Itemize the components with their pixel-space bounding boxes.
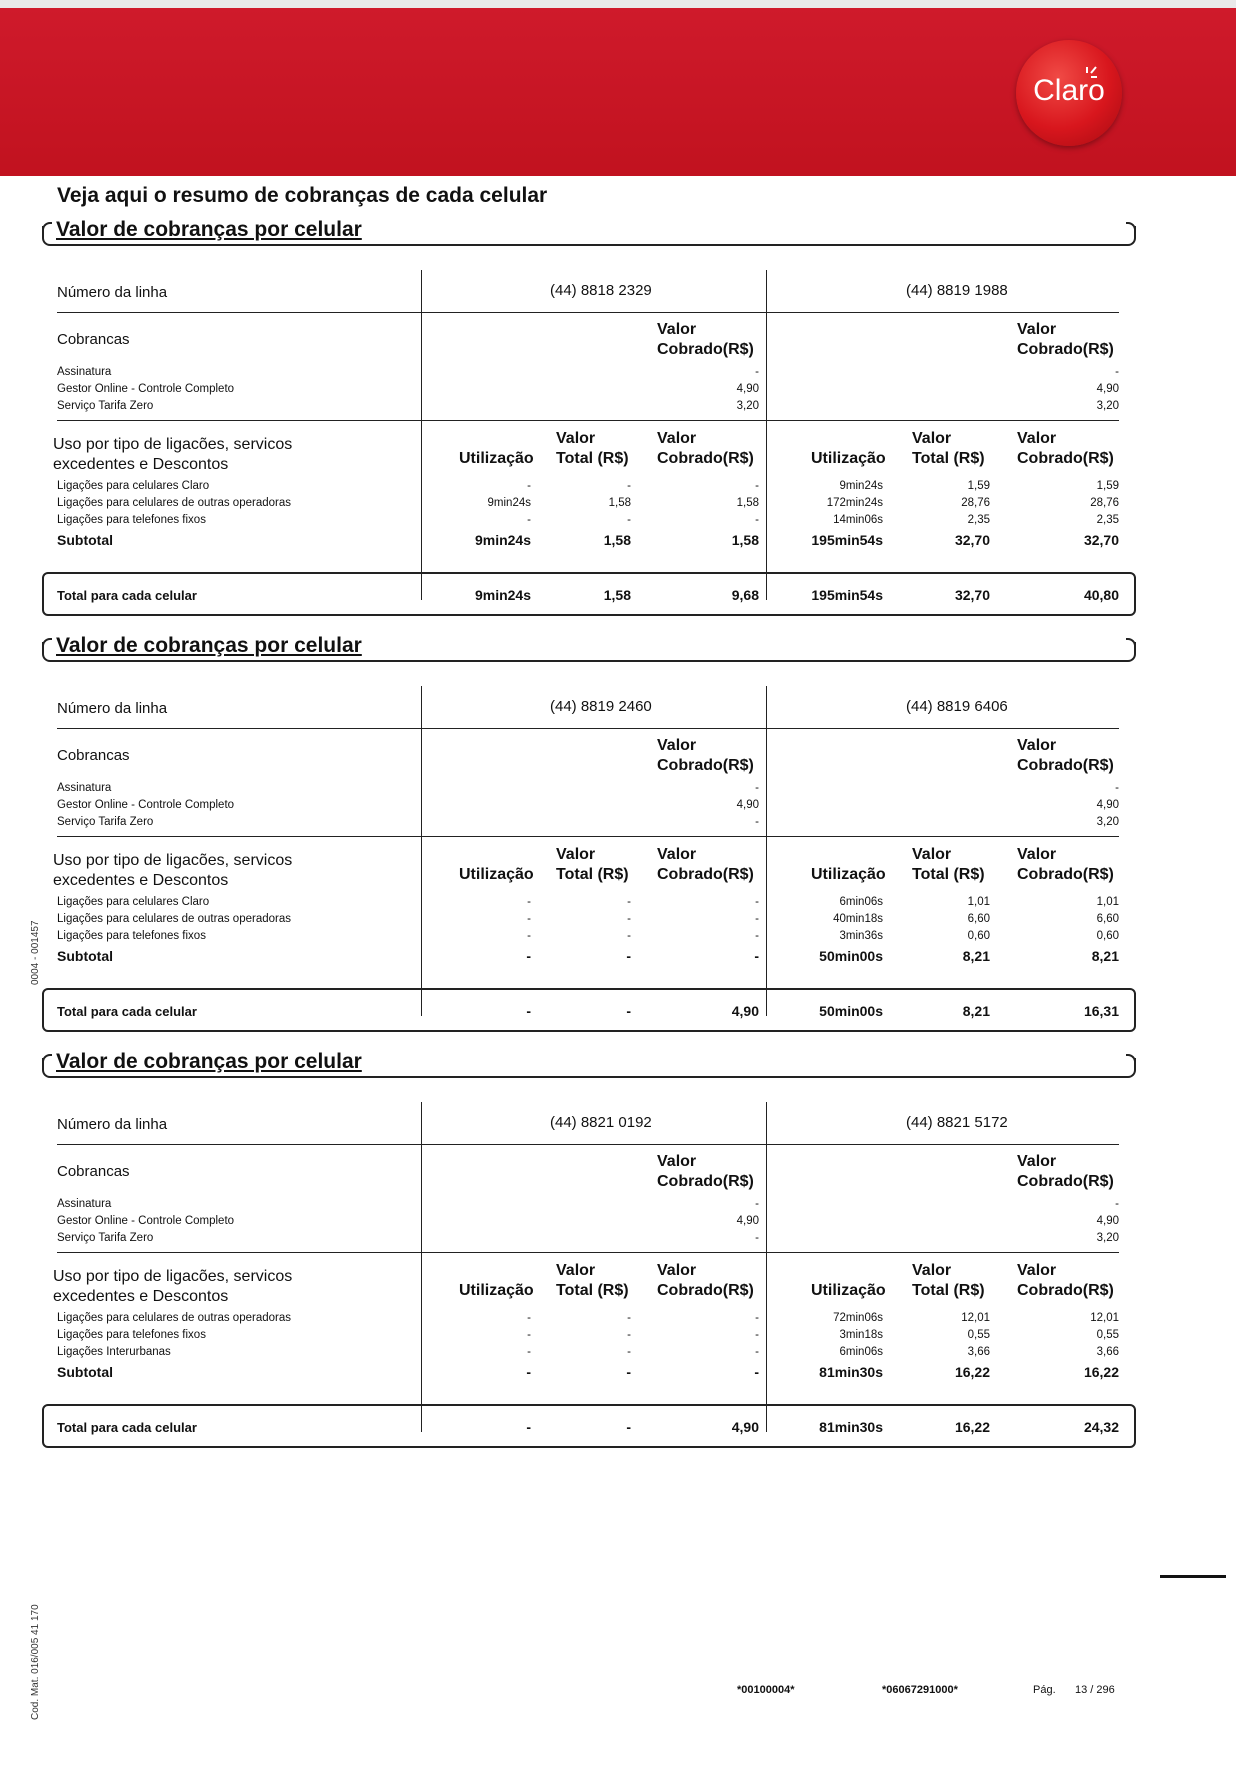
usage-util: - bbox=[527, 514, 531, 526]
usage-util: - bbox=[527, 480, 531, 492]
usage-cobrado: - bbox=[755, 480, 759, 492]
usage-total: 6,60 bbox=[967, 913, 990, 925]
cobrancas-label: Cobrancas bbox=[57, 331, 130, 348]
section-title-corner bbox=[1126, 638, 1136, 648]
section-title: Valor de cobranças por celular bbox=[56, 634, 362, 657]
usage-util: - bbox=[527, 1329, 531, 1341]
usage-total: 3,66 bbox=[967, 1346, 990, 1358]
total-cobrado: 4,90 bbox=[731, 1419, 759, 1435]
usage-label: Ligações para telefones fixos bbox=[57, 514, 206, 526]
charge-label: Assinatura bbox=[57, 366, 112, 378]
utilizacao-header: Utilização bbox=[811, 866, 886, 883]
total-util: - bbox=[526, 1003, 531, 1019]
charges-section bbox=[0, 1050, 1236, 1466]
cobrado-header: Cobrado(R$) bbox=[657, 450, 754, 467]
charge-value: - bbox=[755, 816, 759, 828]
cobrado-header: Cobrado(R$) bbox=[657, 1282, 754, 1299]
charge-label: Serviço Tarifa Zero bbox=[57, 816, 154, 828]
section-title: Valor de cobranças por celular bbox=[56, 218, 362, 241]
line-number: (44) 8818 2329 bbox=[550, 282, 652, 299]
usage-util: 72min06s bbox=[833, 1312, 883, 1324]
subtotal-total: 16,22 bbox=[954, 1364, 990, 1380]
cobrado-header: Cobrado(R$) bbox=[1017, 757, 1114, 774]
usage-total: - bbox=[627, 930, 631, 942]
line-number: (44) 8821 0192 bbox=[550, 1114, 652, 1131]
total-box bbox=[42, 572, 1136, 616]
cobrado-header: Cobrado(R$) bbox=[1017, 1282, 1114, 1299]
valor-header: Valor bbox=[1017, 321, 1057, 338]
usage-cobrado: 12,01 bbox=[1090, 1312, 1119, 1324]
valor-header: Valor bbox=[1017, 737, 1057, 754]
usage-util: 172min24s bbox=[826, 497, 883, 509]
charges-section bbox=[0, 634, 1236, 1050]
claro-logo bbox=[1016, 40, 1122, 146]
charge-value: 3,20 bbox=[1096, 400, 1119, 412]
total-cobrado: 40,80 bbox=[1083, 587, 1119, 603]
section-title-corner-left bbox=[42, 638, 52, 648]
valor-total-header: Valor bbox=[912, 1262, 952, 1279]
right-margin-mark bbox=[1160, 1575, 1226, 1578]
section-title: Valor de cobranças por celular bbox=[56, 1050, 362, 1073]
subtotal-total: - bbox=[626, 1364, 631, 1380]
cobrancas-label: Cobrancas bbox=[57, 1163, 130, 1180]
top-strip bbox=[0, 0, 1236, 8]
total-rs-header: Total (R$) bbox=[912, 1282, 985, 1299]
charge-label: Assinatura bbox=[57, 1198, 112, 1210]
usage-util: - bbox=[527, 1312, 531, 1324]
valor-cobrado-header: Valor bbox=[1017, 1262, 1057, 1279]
total-total: - bbox=[626, 1003, 631, 1019]
charge-value: 4,90 bbox=[1096, 1215, 1119, 1227]
cobrado-header: Cobrado(R$) bbox=[1017, 1173, 1114, 1190]
usage-total: 1,58 bbox=[608, 497, 631, 509]
usage-total: 0,60 bbox=[967, 930, 990, 942]
total-box bbox=[42, 988, 1136, 1032]
usage-cobrado: 2,35 bbox=[1096, 514, 1119, 526]
section-title-corner-left bbox=[42, 222, 52, 232]
usage-cobrado: 3,66 bbox=[1096, 1346, 1119, 1358]
usage-total: - bbox=[627, 1346, 631, 1358]
usage-label: Ligações para telefones fixos bbox=[57, 1329, 206, 1341]
cobrado-header: Cobrado(R$) bbox=[657, 1173, 754, 1190]
charge-label: Serviço Tarifa Zero bbox=[57, 1232, 154, 1244]
header-banner bbox=[0, 8, 1236, 176]
page-number: 13 / 296 bbox=[1075, 1684, 1115, 1696]
total-cobrado: 16,31 bbox=[1083, 1003, 1119, 1019]
subtotal-cobrado: 32,70 bbox=[1083, 532, 1119, 548]
row-divider bbox=[57, 836, 1119, 837]
charge-value: - bbox=[755, 782, 759, 794]
charge-label: Gestor Online - Controle Completo bbox=[57, 383, 235, 395]
cobrado-header: Cobrado(R$) bbox=[657, 341, 754, 358]
usage-cobrado: - bbox=[755, 913, 759, 925]
cobrado-header: Cobrado(R$) bbox=[1017, 866, 1114, 883]
usage-total: - bbox=[627, 480, 631, 492]
subtotal-util: 195min54s bbox=[811, 532, 883, 548]
usage-total: 2,35 bbox=[967, 514, 990, 526]
total-total: 16,22 bbox=[954, 1419, 990, 1435]
total-util: 195min54s bbox=[811, 587, 883, 603]
line-number: (44) 8819 2460 bbox=[550, 698, 652, 715]
charges-section bbox=[0, 218, 1236, 634]
charge-label: Gestor Online - Controle Completo bbox=[57, 799, 235, 811]
valor-total-header: Valor bbox=[912, 430, 952, 447]
cobrado-header: Cobrado(R$) bbox=[1017, 341, 1114, 358]
valor-header: Valor bbox=[657, 321, 697, 338]
subtotal-total: 8,21 bbox=[962, 948, 990, 964]
usage-util: 14min06s bbox=[833, 514, 883, 526]
row-divider bbox=[421, 312, 1119, 313]
column-divider bbox=[766, 1102, 767, 1432]
total-total: 8,21 bbox=[962, 1003, 990, 1019]
total-rs-header: Total (R$) bbox=[556, 1282, 629, 1299]
subtotal-util: - bbox=[526, 948, 531, 964]
cod-mat: Cod. Mat. 016/005 41 170 bbox=[30, 1604, 41, 1720]
footer-code-2: *06067291000* bbox=[882, 1684, 958, 1696]
subtotal-total: 1,58 bbox=[603, 532, 631, 548]
valor-total-header: Valor bbox=[556, 846, 596, 863]
total-cobrado: 24,32 bbox=[1083, 1419, 1119, 1435]
cobrado-header: Cobrado(R$) bbox=[1017, 450, 1114, 467]
uso-label-2: excedentes e Descontos bbox=[53, 1288, 229, 1305]
usage-cobrado: 1,58 bbox=[736, 497, 759, 509]
section-title-corner bbox=[1126, 222, 1136, 232]
usage-util: 3min18s bbox=[839, 1329, 883, 1341]
valor-cobrado-header: Valor bbox=[1017, 430, 1057, 447]
total-celular-label: Total para cada celular bbox=[57, 1420, 197, 1435]
total-total: - bbox=[626, 1419, 631, 1435]
total-util: 50min00s bbox=[819, 1003, 883, 1019]
total-box bbox=[42, 1404, 1136, 1448]
total-total: 32,70 bbox=[954, 587, 990, 603]
usage-label: Ligações Interurbanas bbox=[57, 1346, 171, 1358]
subtotal-label: Subtotal bbox=[57, 948, 113, 964]
total-rs-header: Total (R$) bbox=[912, 866, 985, 883]
charge-label: Gestor Online - Controle Completo bbox=[57, 1215, 235, 1227]
cobrancas-label: Cobrancas bbox=[57, 747, 130, 764]
usage-util: 3min36s bbox=[839, 930, 883, 942]
usage-cobrado: 1,01 bbox=[1096, 896, 1119, 908]
charge-value: 3,20 bbox=[1096, 816, 1119, 828]
usage-util: 6min06s bbox=[839, 896, 883, 908]
charge-label: Assinatura bbox=[57, 782, 112, 794]
usage-label: Ligações para telefones fixos bbox=[57, 930, 206, 942]
charge-value: 4,90 bbox=[736, 1215, 759, 1227]
row-divider bbox=[421, 1144, 1119, 1145]
logo-spark-icon bbox=[1082, 66, 1098, 80]
column-divider bbox=[421, 1102, 422, 1432]
usage-label: Ligações para celulares Claro bbox=[57, 896, 210, 908]
total-util: - bbox=[526, 1419, 531, 1435]
usage-util: 9min24s bbox=[487, 497, 531, 509]
charge-value: - bbox=[755, 366, 759, 378]
usage-cobrado: - bbox=[755, 1312, 759, 1324]
row-divider bbox=[421, 728, 1119, 729]
charge-value: 4,90 bbox=[736, 799, 759, 811]
utilizacao-header: Utilização bbox=[811, 1282, 886, 1299]
subtotal-cobrado: 16,22 bbox=[1083, 1364, 1119, 1380]
usage-label: Ligações para celulares de outras operadoras bbox=[57, 913, 291, 925]
usage-cobrado: 1,59 bbox=[1096, 480, 1119, 492]
valor-cobrado-header: Valor bbox=[657, 846, 697, 863]
usage-cobrado: - bbox=[755, 1346, 759, 1358]
usage-util: 40min18s bbox=[833, 913, 883, 925]
usage-cobrado: - bbox=[755, 1329, 759, 1341]
usage-total: 1,59 bbox=[967, 480, 990, 492]
usage-cobrado: - bbox=[755, 896, 759, 908]
uso-label-1: Uso por tipo de ligacões, servicos bbox=[53, 852, 293, 869]
line-number: (44) 8821 5172 bbox=[906, 1114, 1008, 1131]
total-rs-header: Total (R$) bbox=[912, 450, 985, 467]
usage-util: - bbox=[527, 913, 531, 925]
valor-cobrado-header: Valor bbox=[657, 1262, 697, 1279]
subtotal-util: 81min30s bbox=[819, 1364, 883, 1380]
usage-total: - bbox=[627, 1329, 631, 1341]
valor-total-header: Valor bbox=[556, 430, 596, 447]
subtotal-util: - bbox=[526, 1364, 531, 1380]
usage-util: - bbox=[527, 1346, 531, 1358]
total-rs-header: Total (R$) bbox=[556, 450, 629, 467]
total-cobrado: 9,68 bbox=[731, 587, 759, 603]
uso-label-1: Uso por tipo de ligacões, servicos bbox=[53, 436, 293, 453]
usage-total: - bbox=[627, 896, 631, 908]
total-cobrado: 4,90 bbox=[731, 1003, 759, 1019]
utilizacao-header: Utilização bbox=[811, 450, 886, 467]
uso-label-1: Uso por tipo de ligacões, servicos bbox=[53, 1268, 293, 1285]
usage-total: - bbox=[627, 913, 631, 925]
usage-total: 0,55 bbox=[967, 1329, 990, 1341]
side-code: 0004 - 001457 bbox=[30, 920, 41, 985]
usage-cobrado: - bbox=[755, 514, 759, 526]
subtotal-cobrado: 8,21 bbox=[1091, 948, 1119, 964]
line-number: (44) 8819 1988 bbox=[906, 282, 1008, 299]
column-divider bbox=[421, 686, 422, 1016]
total-rs-header: Total (R$) bbox=[556, 866, 629, 883]
page-label: Pág. bbox=[1033, 1684, 1056, 1696]
usage-total: - bbox=[627, 514, 631, 526]
usage-util: - bbox=[527, 930, 531, 942]
usage-cobrado: - bbox=[755, 930, 759, 942]
charge-value: 4,90 bbox=[1096, 799, 1119, 811]
utilizacao-header: Utilização bbox=[459, 450, 534, 467]
charge-label: Serviço Tarifa Zero bbox=[57, 400, 154, 412]
valor-header: Valor bbox=[657, 737, 697, 754]
subtotal-cobrado: - bbox=[754, 1364, 759, 1380]
subtotal-label: Subtotal bbox=[57, 1364, 113, 1380]
charge-value: - bbox=[755, 1232, 759, 1244]
subtotal-util: 50min00s bbox=[819, 948, 883, 964]
charge-value: - bbox=[1115, 1198, 1119, 1210]
numero-linha-label: Número da linha bbox=[57, 1116, 168, 1133]
valor-cobrado-header: Valor bbox=[657, 430, 697, 447]
charge-value: 4,90 bbox=[736, 383, 759, 395]
column-divider bbox=[766, 270, 767, 600]
charge-value: - bbox=[755, 1198, 759, 1210]
utilizacao-header: Utilização bbox=[459, 1282, 534, 1299]
column-divider bbox=[421, 270, 422, 600]
usage-cobrado: 6,60 bbox=[1096, 913, 1119, 925]
subtotal-total: 32,70 bbox=[954, 532, 990, 548]
numero-linha-label: Número da linha bbox=[57, 700, 168, 717]
subtotal-cobrado: 1,58 bbox=[731, 532, 759, 548]
page-heading: Veja aqui o resumo de cobranças de cada celular bbox=[57, 184, 548, 207]
logo-text: Claro bbox=[1033, 74, 1105, 107]
row-divider bbox=[57, 1252, 1119, 1253]
row-divider bbox=[57, 420, 1119, 421]
usage-label: Ligações para celulares de outras operadoras bbox=[57, 1312, 291, 1324]
valor-header: Valor bbox=[657, 1153, 697, 1170]
uso-label-2: excedentes e Descontos bbox=[53, 456, 229, 473]
valor-total-header: Valor bbox=[556, 1262, 596, 1279]
valor-header: Valor bbox=[1017, 1153, 1057, 1170]
subtotal-cobrado: - bbox=[754, 948, 759, 964]
total-celular-label: Total para cada celular bbox=[57, 1004, 197, 1019]
usage-label: Ligações para celulares Claro bbox=[57, 480, 210, 492]
utilizacao-header: Utilização bbox=[459, 866, 534, 883]
subtotal-label: Subtotal bbox=[57, 532, 113, 548]
uso-label-2: excedentes e Descontos bbox=[53, 872, 229, 889]
usage-util: 6min06s bbox=[839, 1346, 883, 1358]
charge-value: 4,90 bbox=[1096, 383, 1119, 395]
usage-cobrado: 0,55 bbox=[1096, 1329, 1119, 1341]
usage-util: - bbox=[527, 896, 531, 908]
charge-value: - bbox=[1115, 782, 1119, 794]
usage-cobrado: 28,76 bbox=[1090, 497, 1119, 509]
charge-value: - bbox=[1115, 366, 1119, 378]
usage-label: Ligações para celulares de outras operadoras bbox=[57, 497, 291, 509]
section-title-corner-left bbox=[42, 1054, 52, 1064]
column-divider bbox=[766, 686, 767, 1016]
usage-total: 1,01 bbox=[967, 896, 990, 908]
usage-total: 28,76 bbox=[961, 497, 990, 509]
usage-total: - bbox=[627, 1312, 631, 1324]
charge-value: 3,20 bbox=[736, 400, 759, 412]
total-celular-label: Total para cada celular bbox=[57, 588, 197, 603]
line-number: (44) 8819 6406 bbox=[906, 698, 1008, 715]
subtotal-total: - bbox=[626, 948, 631, 964]
usage-total: 12,01 bbox=[961, 1312, 990, 1324]
numero-linha-label: Número da linha bbox=[57, 284, 168, 301]
valor-total-header: Valor bbox=[912, 846, 952, 863]
total-util: 9min24s bbox=[474, 587, 531, 603]
total-util: 81min30s bbox=[819, 1419, 883, 1435]
usage-util: 9min24s bbox=[839, 480, 883, 492]
usage-cobrado: 0,60 bbox=[1096, 930, 1119, 942]
total-total: 1,58 bbox=[603, 587, 631, 603]
section-title-corner bbox=[1126, 1054, 1136, 1064]
footer-code-1: *00100004* bbox=[737, 1684, 795, 1696]
cobrado-header: Cobrado(R$) bbox=[657, 866, 754, 883]
valor-cobrado-header: Valor bbox=[1017, 846, 1057, 863]
charge-value: 3,20 bbox=[1096, 1232, 1119, 1244]
cobrado-header: Cobrado(R$) bbox=[657, 757, 754, 774]
subtotal-util: 9min24s bbox=[474, 532, 531, 548]
